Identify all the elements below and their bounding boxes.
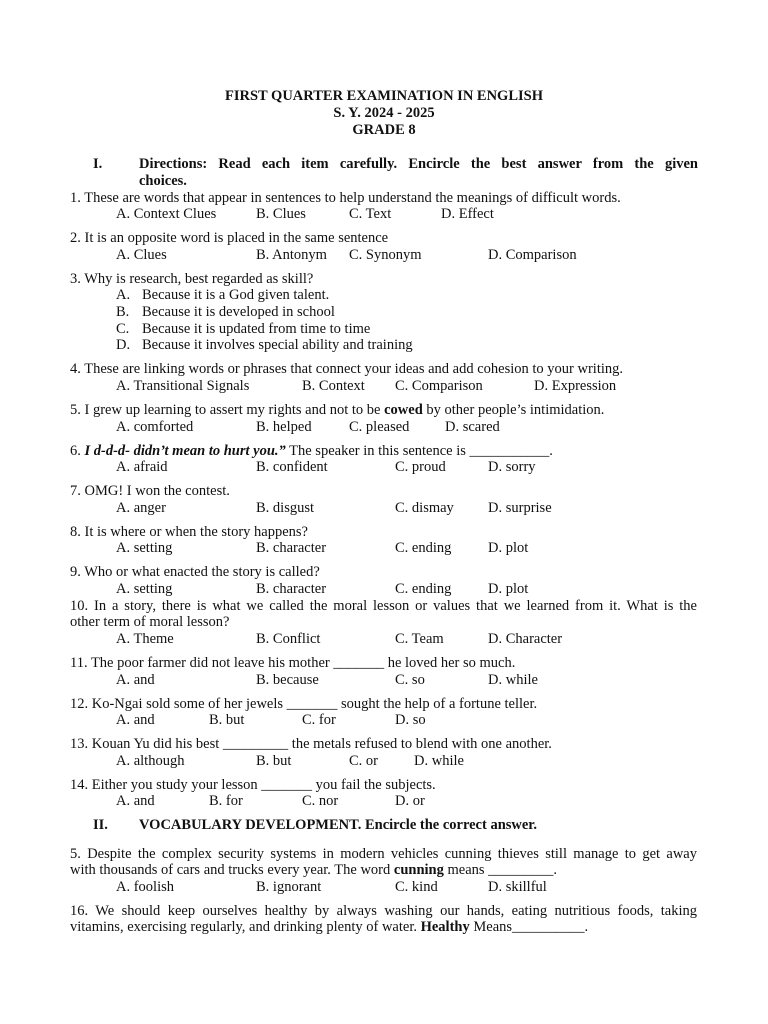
question-13-option-b[interactable]: B. but xyxy=(256,753,292,769)
question-15-option-c[interactable]: C. kind xyxy=(395,879,438,895)
question-15-option-d[interactable]: D. skillful xyxy=(488,879,547,895)
question-13-stem: 13. Kouan Yu did his best _________ the metals refused to blend with one another. xyxy=(70,736,552,752)
question-2-option-b[interactable]: B. Antonym xyxy=(256,247,327,263)
section-1-numeral: I. xyxy=(93,156,103,172)
question-3-option-b-letter: B. xyxy=(116,304,130,320)
grade-level: GRADE 8 xyxy=(352,122,416,138)
question-9-option-b[interactable]: B. character xyxy=(256,581,327,597)
question-1-option-a[interactable]: A. Context Clues xyxy=(116,206,217,222)
question-14-option-d[interactable]: D. or xyxy=(395,793,425,809)
question-5-stem-pre: 5. I grew up learning to assert my rights and not to be xyxy=(70,402,385,418)
question-5-option-a[interactable]: A. comforted xyxy=(116,419,194,435)
section-1-directions: Directions: Read each item carefully. Encircle the best answer from the given xyxy=(139,156,698,172)
question-7-option-c[interactable]: C. dismay xyxy=(395,500,454,516)
question-7-stem: 7. OMG! I won the contest. xyxy=(70,483,230,499)
question-15-option-b[interactable]: B. ignorant xyxy=(256,879,322,895)
school-year: S. Y. 2024 - 2025 xyxy=(333,105,435,121)
question-15-option-a[interactable]: A. foolish xyxy=(116,879,174,895)
question-6-stem xyxy=(70,443,553,460)
question-10-option-a[interactable]: A. Theme xyxy=(116,631,174,647)
question-16-stem-pre: vitamins, exercising regularly, and drinking plenty of water. xyxy=(70,919,421,935)
question-7-option-d[interactable]: D. surprise xyxy=(488,500,552,516)
question-2-stem: 2. It is an opposite word is placed in the same sentence xyxy=(70,230,389,246)
question-6-quote: I d-d-d- didn’t mean to hurt you.” xyxy=(84,443,286,459)
question-8-option-d[interactable]: D. plot xyxy=(488,540,529,556)
question-3-option-a-letter: A. xyxy=(116,287,131,303)
question-14-option-b[interactable]: B. for xyxy=(209,793,243,809)
question-8-stem: 8. It is where or when the story happens? xyxy=(70,524,308,540)
question-3-stem: 3. Why is research, best regarded as skill? xyxy=(70,271,314,287)
question-11-option-d[interactable]: D. while xyxy=(488,672,538,688)
question-11-option-c[interactable]: C. so xyxy=(395,672,425,688)
question-15-keyword: cunning xyxy=(393,862,444,878)
question-8-option-c[interactable]: C. ending xyxy=(395,540,452,556)
question-6-option-b[interactable]: B. confident xyxy=(256,459,328,475)
question-1-option-b[interactable]: B. Clues xyxy=(256,206,306,222)
question-15-stem-post: means _________. xyxy=(443,862,558,878)
question-4-option-c[interactable]: C. Comparison xyxy=(395,378,483,394)
question-12-option-c[interactable]: C. for xyxy=(302,712,336,728)
exam-title: FIRST QUARTER EXAMINATION IN ENGLISH xyxy=(224,88,543,104)
question-8-option-b[interactable]: B. character xyxy=(256,540,327,556)
question-10-stem: 10. In a story, there is what we called the moral lesson or values that we learned from it. What is the xyxy=(70,598,697,614)
question-4-option-d[interactable]: D. Expression xyxy=(534,378,617,394)
question-6-stem-post: The speaker in this sentence is ___________. xyxy=(285,443,553,459)
question-5-stem xyxy=(70,402,604,419)
question-12-option-b[interactable]: B. but xyxy=(209,712,245,728)
question-9-option-a[interactable]: A. setting xyxy=(116,581,173,597)
question-14-option-c[interactable]: C. nor xyxy=(302,793,339,809)
question-16-stem-post: Means__________. xyxy=(469,919,589,935)
section-1-directions-cont: choices. xyxy=(139,173,187,189)
question-3-option-b[interactable]: Because it is developed in school xyxy=(142,304,335,320)
question-4-option-a[interactable]: A. Transitional Signals xyxy=(116,378,250,394)
question-16-stem: 16. We should keep ourselves healthy by always washing our hands, eating nutritious foods, taking xyxy=(70,903,697,919)
question-1-stem: 1. These are words that appear in sentences to help understand the meanings of difficult words. xyxy=(70,190,621,206)
question-11-stem: 11. The poor farmer did not leave his mother _______ he loved her so much. xyxy=(70,655,516,671)
section-2-numeral: II. xyxy=(93,817,108,833)
question-5-option-c[interactable]: C. pleased xyxy=(349,419,410,435)
question-10-option-d[interactable]: D. Character xyxy=(488,631,563,647)
question-4-stem: 4. These are linking words or phrases that connect your ideas and add cohesion to your writing. xyxy=(70,361,624,377)
question-1-option-d[interactable]: D. Effect xyxy=(441,206,494,222)
question-9-option-c[interactable]: C. ending xyxy=(395,581,452,597)
question-8-option-a[interactable]: A. setting xyxy=(116,540,173,556)
question-6-number: 6. xyxy=(70,443,85,459)
question-3-option-d[interactable]: Because it involves special ability and training xyxy=(142,337,413,353)
question-2-option-c[interactable]: C. Synonym xyxy=(349,247,422,263)
question-14-stem: 14. Either you study your lesson _______ you fail the subjects. xyxy=(70,777,436,793)
question-3-option-c-letter: C. xyxy=(116,321,130,337)
question-11-option-b[interactable]: B. because xyxy=(256,672,319,688)
question-5-stem-post: by other people’s intimidation. xyxy=(422,402,605,418)
question-15-stem-pre: with thousands of cars and trucks every year. The word xyxy=(70,862,394,878)
question-12-stem: 12. Ko-Ngai sold some of her jewels _______ sought the help of a fortune teller. xyxy=(70,696,538,712)
question-6-option-c[interactable]: C. proud xyxy=(395,459,446,475)
question-7-option-b[interactable]: B. disgust xyxy=(256,500,315,516)
question-6-option-a[interactable]: A. afraid xyxy=(116,459,168,475)
question-5-option-d[interactable]: D. scared xyxy=(445,419,500,435)
question-6-option-d[interactable]: D. sorry xyxy=(488,459,536,475)
question-15-stem: 5. Despite the complex security systems in modern vehicles cunning thieves still manage to get away xyxy=(70,846,697,862)
question-3-option-a[interactable]: Because it is a God given talent. xyxy=(142,287,330,303)
question-2-option-a[interactable]: A. Clues xyxy=(116,247,167,263)
question-13-option-c[interactable]: C. or xyxy=(349,753,378,769)
question-14-option-a[interactable]: A. and xyxy=(116,793,155,809)
question-11-option-a[interactable]: A. and xyxy=(116,672,155,688)
question-3-option-d-letter: D. xyxy=(116,337,131,353)
question-5-option-b[interactable]: B. helped xyxy=(256,419,312,435)
question-3-option-c[interactable]: Because it is updated from time to time xyxy=(142,321,371,337)
question-1-option-c[interactable]: C. Text xyxy=(349,206,392,222)
question-12-option-a[interactable]: A. and xyxy=(116,712,155,728)
question-10-option-b[interactable]: B. Conflict xyxy=(256,631,321,647)
question-15-stem-cont xyxy=(70,862,557,879)
question-13-option-d[interactable]: D. while xyxy=(414,753,464,769)
question-10-option-c[interactable]: C. Team xyxy=(395,631,444,647)
question-2-option-d[interactable]: D. Comparison xyxy=(488,247,577,263)
question-10-stem-cont: other term of moral lesson? xyxy=(70,614,230,630)
question-5-keyword: cowed xyxy=(384,402,423,418)
question-9-stem: 9. Who or what enacted the story is called? xyxy=(70,564,320,580)
question-16-keyword: Healthy xyxy=(420,919,470,935)
question-12-option-d[interactable]: D. so xyxy=(395,712,426,728)
question-4-option-b[interactable]: B. Context xyxy=(302,378,365,394)
question-9-option-d[interactable]: D. plot xyxy=(488,581,529,597)
question-7-option-a[interactable]: A. anger xyxy=(116,500,166,516)
question-16-stem-cont xyxy=(70,919,588,936)
question-13-option-a[interactable]: A. although xyxy=(116,753,185,769)
section-2-heading: VOCABULARY DEVELOPMENT. Encircle the correct answer. xyxy=(139,817,538,833)
